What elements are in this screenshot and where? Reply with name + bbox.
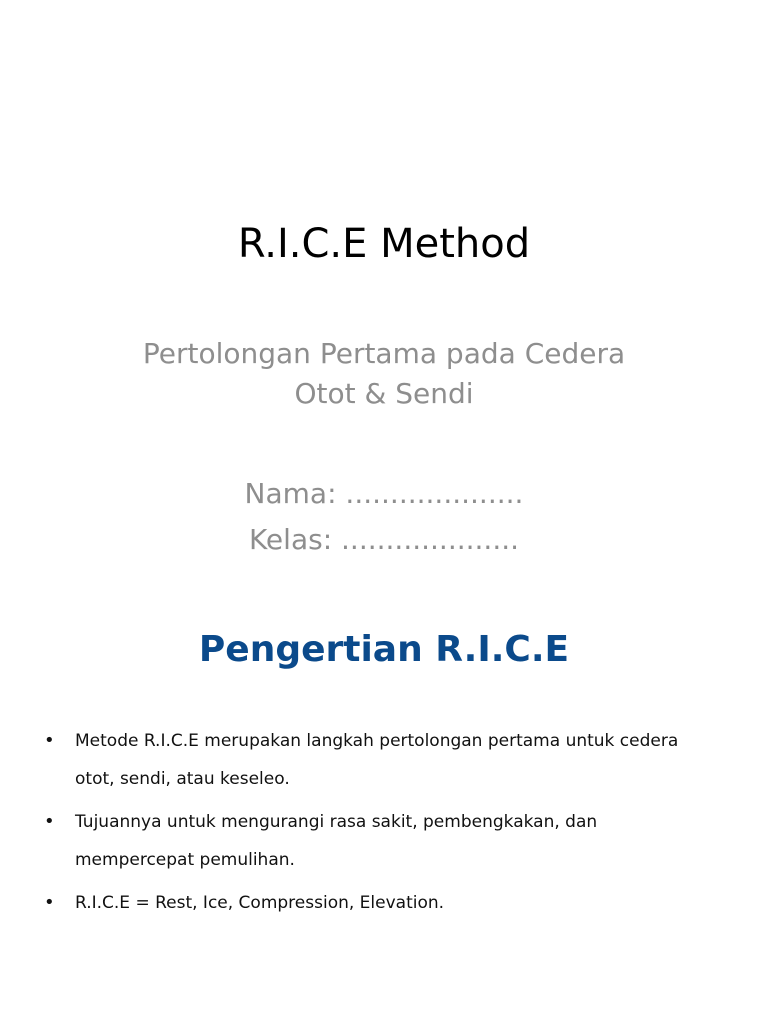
section-heading: Pengertian R.I.C.E: [198, 629, 570, 670]
bullet-icon: •: [44, 892, 55, 913]
list-item: [40, 722, 710, 798]
name-field-label: Nama: ....................: [244, 477, 524, 510]
list-item: [40, 884, 710, 922]
bullet-icon: •: [44, 811, 55, 832]
list-item-text: Metode R.I.C.E merupakan langkah pertolongan pertama untuk cedera otot, sendi, atau keseleo.: [75, 731, 679, 789]
class-field-label: Kelas: ....................: [248, 523, 520, 556]
list-item: [40, 803, 710, 879]
slide-title: R.I.C.E Method: [237, 221, 531, 267]
bullet-icon: •: [44, 730, 55, 751]
list-item-text: Tujuannya untuk mengurangi rasa sakit, pembengkakan, dan mempercepat pemulihan.: [75, 812, 598, 870]
bullet-list: [40, 722, 710, 927]
student-fields: [0, 471, 768, 563]
subtitle-line-2: Otot & Sendi: [294, 377, 474, 410]
subtitle-line-1: Pertolongan Pertama pada Cedera: [142, 337, 626, 370]
list-item-text: R.I.C.E = Rest, Ice, Compression, Elevation.: [75, 893, 445, 913]
slide-subtitle: [0, 334, 768, 414]
